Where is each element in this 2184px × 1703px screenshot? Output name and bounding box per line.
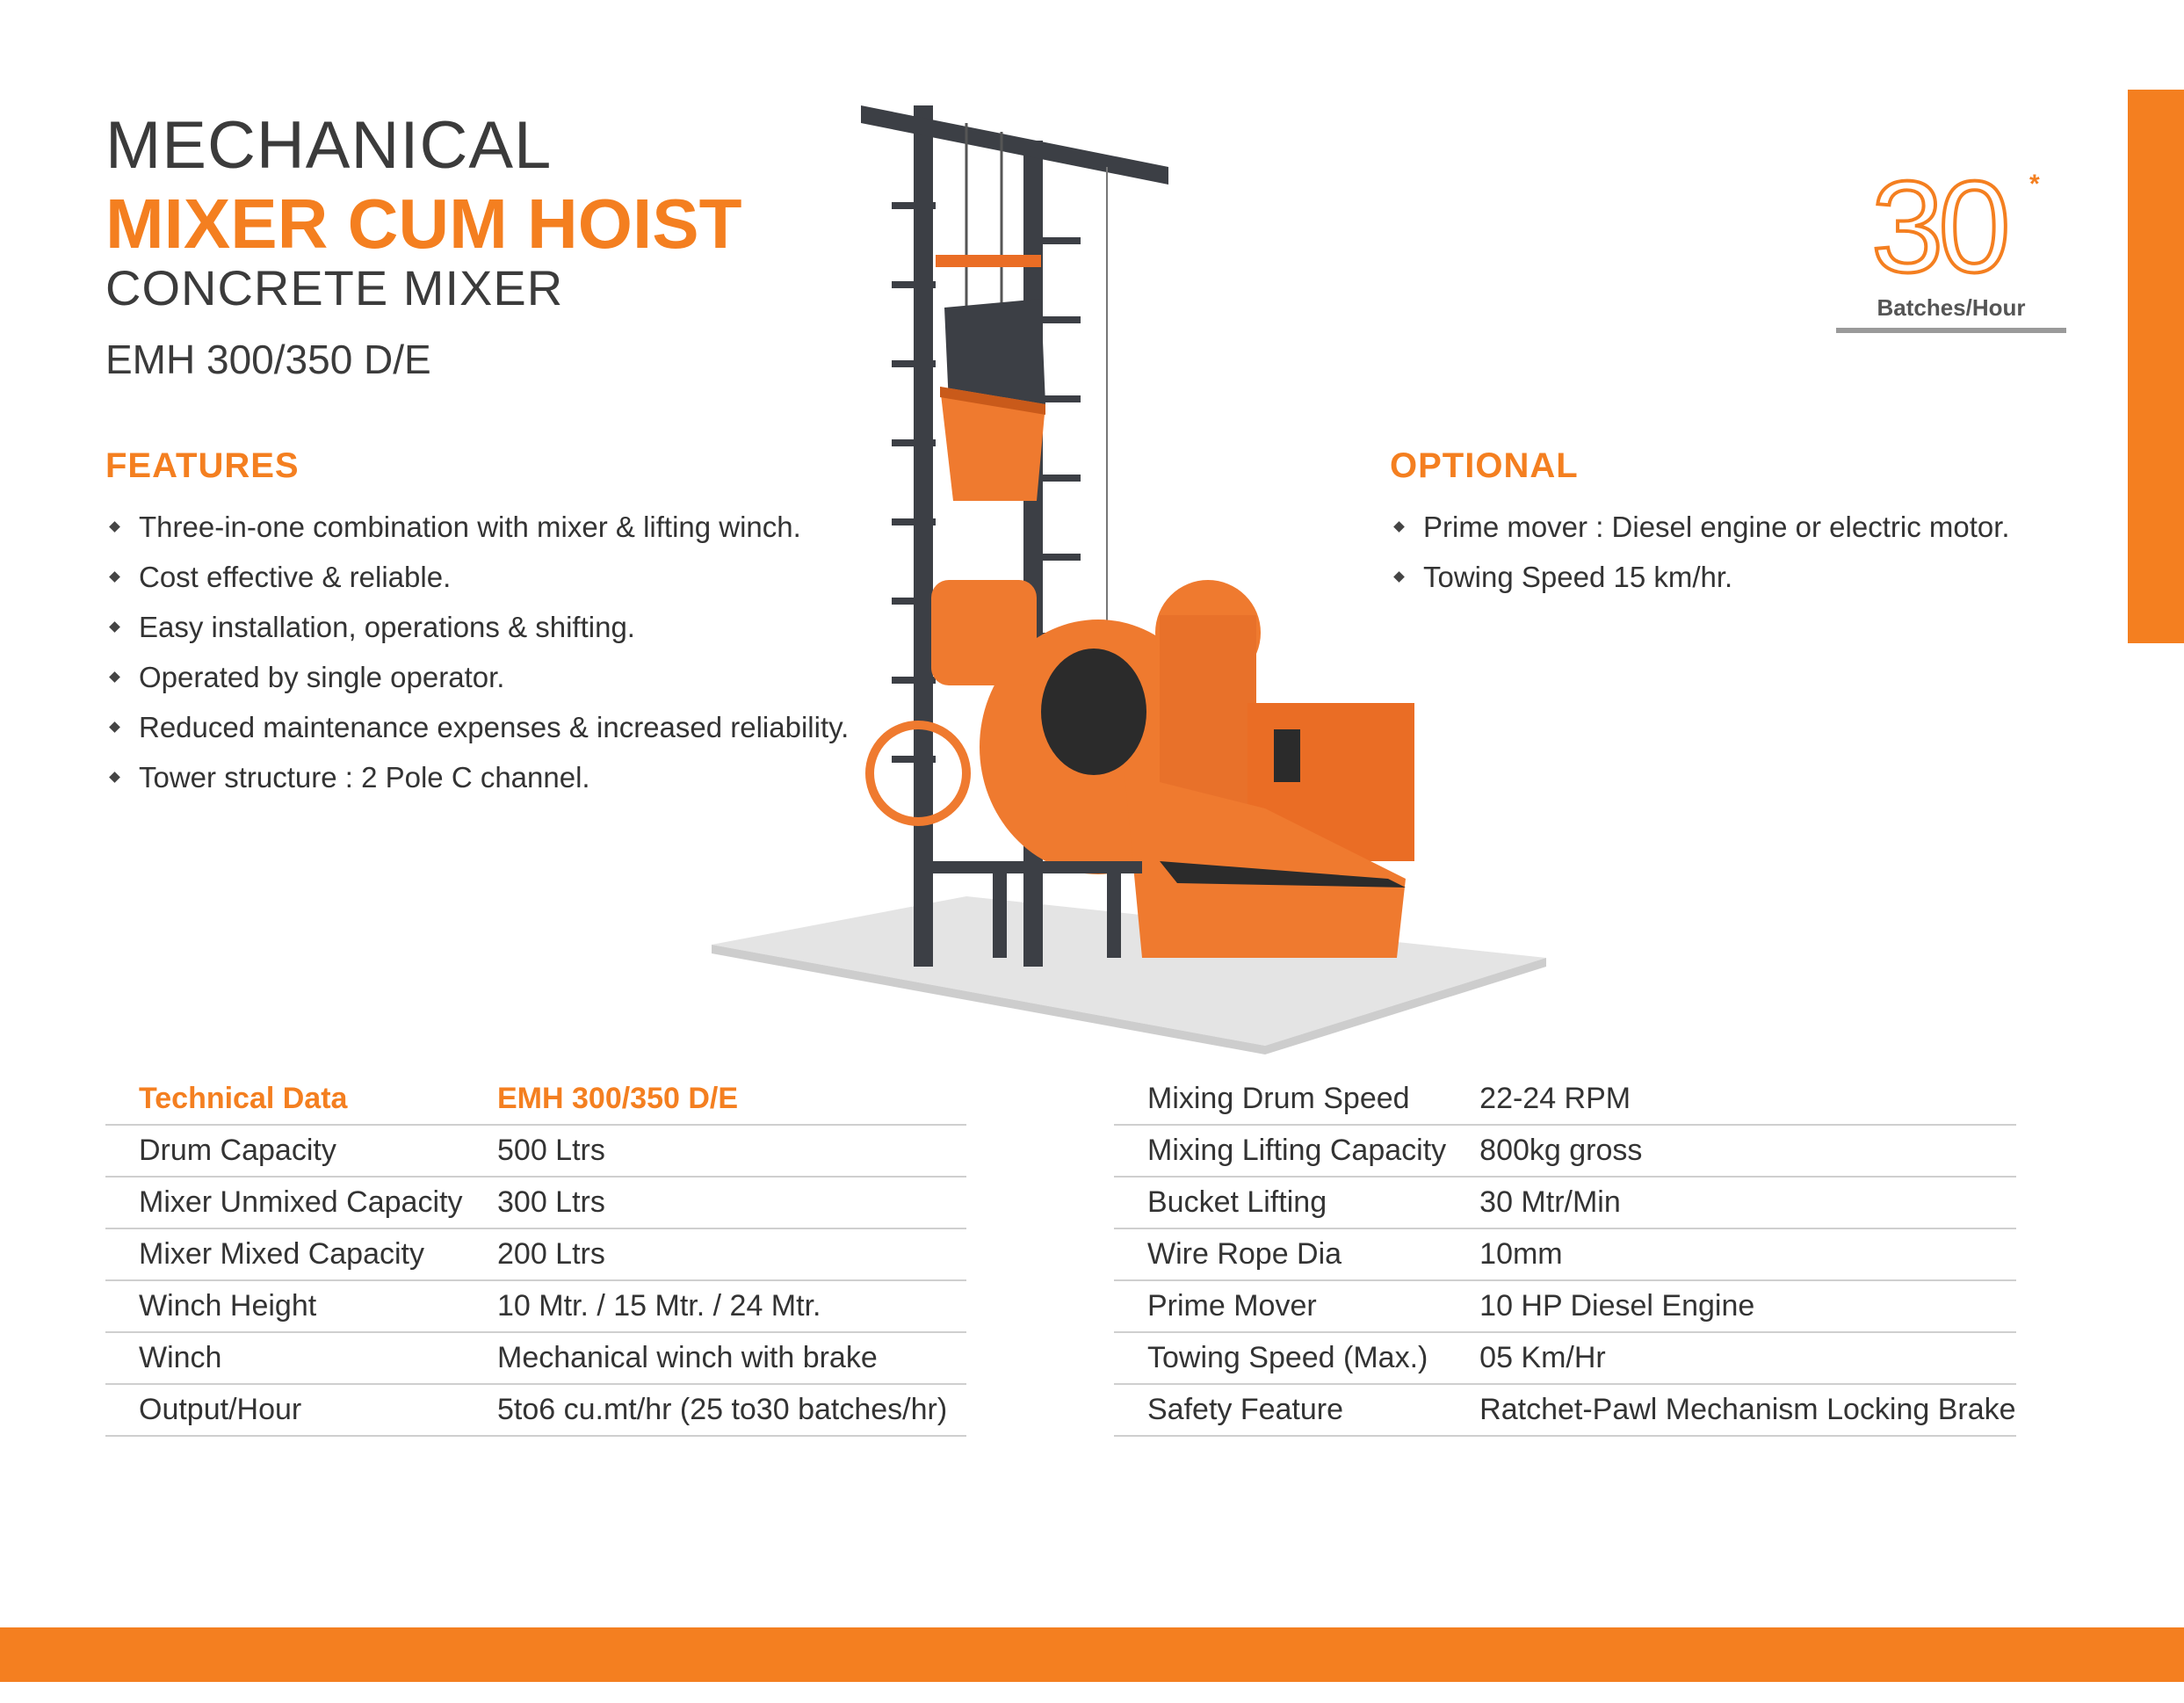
technical-data-table-right — [1114, 1074, 2016, 1437]
bottom-accent-bar — [0, 1627, 2184, 1682]
table-cell: Output/Hour — [105, 1384, 464, 1436]
diamond-bullet-icon — [109, 571, 120, 583]
table-cell: Drum Capacity — [105, 1125, 464, 1177]
list-item: Cost effective & reliable. — [105, 552, 849, 602]
list-item: Easy installation, operations & shifting. — [105, 602, 849, 652]
table-row — [1114, 1177, 2016, 1228]
table-header-cell: EMH 300/350 D/E — [464, 1074, 966, 1125]
table-cell: Winch Height — [105, 1280, 464, 1332]
table-cell: Ratchet-Pawl Mechanism Locking Brake — [1446, 1384, 2015, 1436]
diamond-bullet-icon — [109, 671, 120, 683]
table-cell: 30 Mtr/Min — [1446, 1177, 2015, 1228]
list-item: Prime mover : Diesel engine or electric motor. — [1390, 502, 2010, 552]
table-cell: 10 HP Diesel Engine — [1446, 1280, 2015, 1332]
table-cell: 10mm — [1446, 1228, 2015, 1280]
badge-underline — [1836, 328, 2066, 333]
table-row — [1114, 1125, 2016, 1177]
batches-caption: Batches/Hour — [1877, 294, 2026, 321]
batches-badge — [1836, 155, 2066, 338]
table-cell: 300 Ltrs — [464, 1177, 966, 1228]
list-item: Reduced maintenance expenses & increased reliability. — [105, 702, 849, 752]
mixer-hoist-illustration — [703, 88, 1546, 1054]
table-cell: 10 Mtr. / 15 Mtr. / 24 Mtr. — [464, 1280, 966, 1332]
table-header-row — [105, 1074, 966, 1125]
table-row — [1114, 1384, 2016, 1436]
table-cell: Safety Feature — [1114, 1384, 1446, 1436]
table-row — [105, 1177, 966, 1228]
title-line-mechanical: MECHANICAL — [105, 108, 553, 183]
table-cell: Bucket Lifting — [1114, 1177, 1446, 1228]
table-row — [105, 1280, 966, 1332]
model-number: EMH 300/350 D/E — [105, 337, 431, 382]
batches-number: 30 — [1871, 155, 2006, 300]
list-item: Tower structure : 2 Pole C channel. — [105, 752, 849, 802]
table-header-cell: Technical Data — [105, 1074, 464, 1125]
table-cell: Winch — [105, 1332, 464, 1384]
diamond-bullet-icon — [109, 772, 120, 783]
list-item: Three-in-one combination with mixer & lifting winch. — [105, 502, 849, 552]
table-row — [105, 1384, 966, 1436]
table-row — [105, 1125, 966, 1177]
optional-heading: OPTIONAL — [1390, 446, 1579, 485]
list-item: Operated by single operator. — [105, 652, 849, 702]
table-row — [1114, 1074, 2016, 1125]
table-cell: 800kg gross — [1446, 1125, 2015, 1177]
table-row — [105, 1228, 966, 1280]
list-item: Towing Speed 15 km/hr. — [1390, 552, 2010, 602]
table-cell: Mixer Mixed Capacity — [105, 1228, 464, 1280]
diamond-bullet-icon — [109, 721, 120, 733]
table-row — [1114, 1280, 2016, 1332]
features-heading: FEATURES — [105, 446, 300, 485]
batches-asterisk: * — [2029, 170, 2040, 199]
technical-data-table-left — [105, 1074, 966, 1437]
table-cell: 200 Ltrs — [464, 1228, 966, 1280]
table-cell: Prime Mover — [1114, 1280, 1446, 1332]
table-cell: 22-24 RPM — [1446, 1074, 2015, 1125]
diamond-bullet-icon — [109, 521, 120, 533]
table-cell: Mechanical winch with brake — [464, 1332, 966, 1384]
table-cell: Mixer Unmixed Capacity — [105, 1177, 464, 1228]
table-cell: 05 Km/Hr — [1446, 1332, 2015, 1384]
table-cell: 500 Ltrs — [464, 1125, 966, 1177]
table-cell: Mixing Drum Speed — [1114, 1074, 1446, 1125]
table-row — [1114, 1228, 2016, 1280]
title-line-concrete-mixer: CONCRETE MIXER — [105, 260, 564, 315]
table-cell: Towing Speed (Max.) — [1114, 1332, 1446, 1384]
table-cell: 5to6 cu.mt/hr (25 to30 batches/hr) — [464, 1384, 966, 1436]
table-cell: Mixing Lifting Capacity — [1114, 1125, 1446, 1177]
table-row — [1114, 1332, 2016, 1384]
table-row — [105, 1332, 966, 1384]
diamond-bullet-icon — [109, 621, 120, 633]
side-accent-bar — [2128, 90, 2184, 643]
table-cell: Wire Rope Dia — [1114, 1228, 1446, 1280]
title-line-mixer-cum-hoist: MIXER CUM HOIST — [105, 185, 742, 263]
